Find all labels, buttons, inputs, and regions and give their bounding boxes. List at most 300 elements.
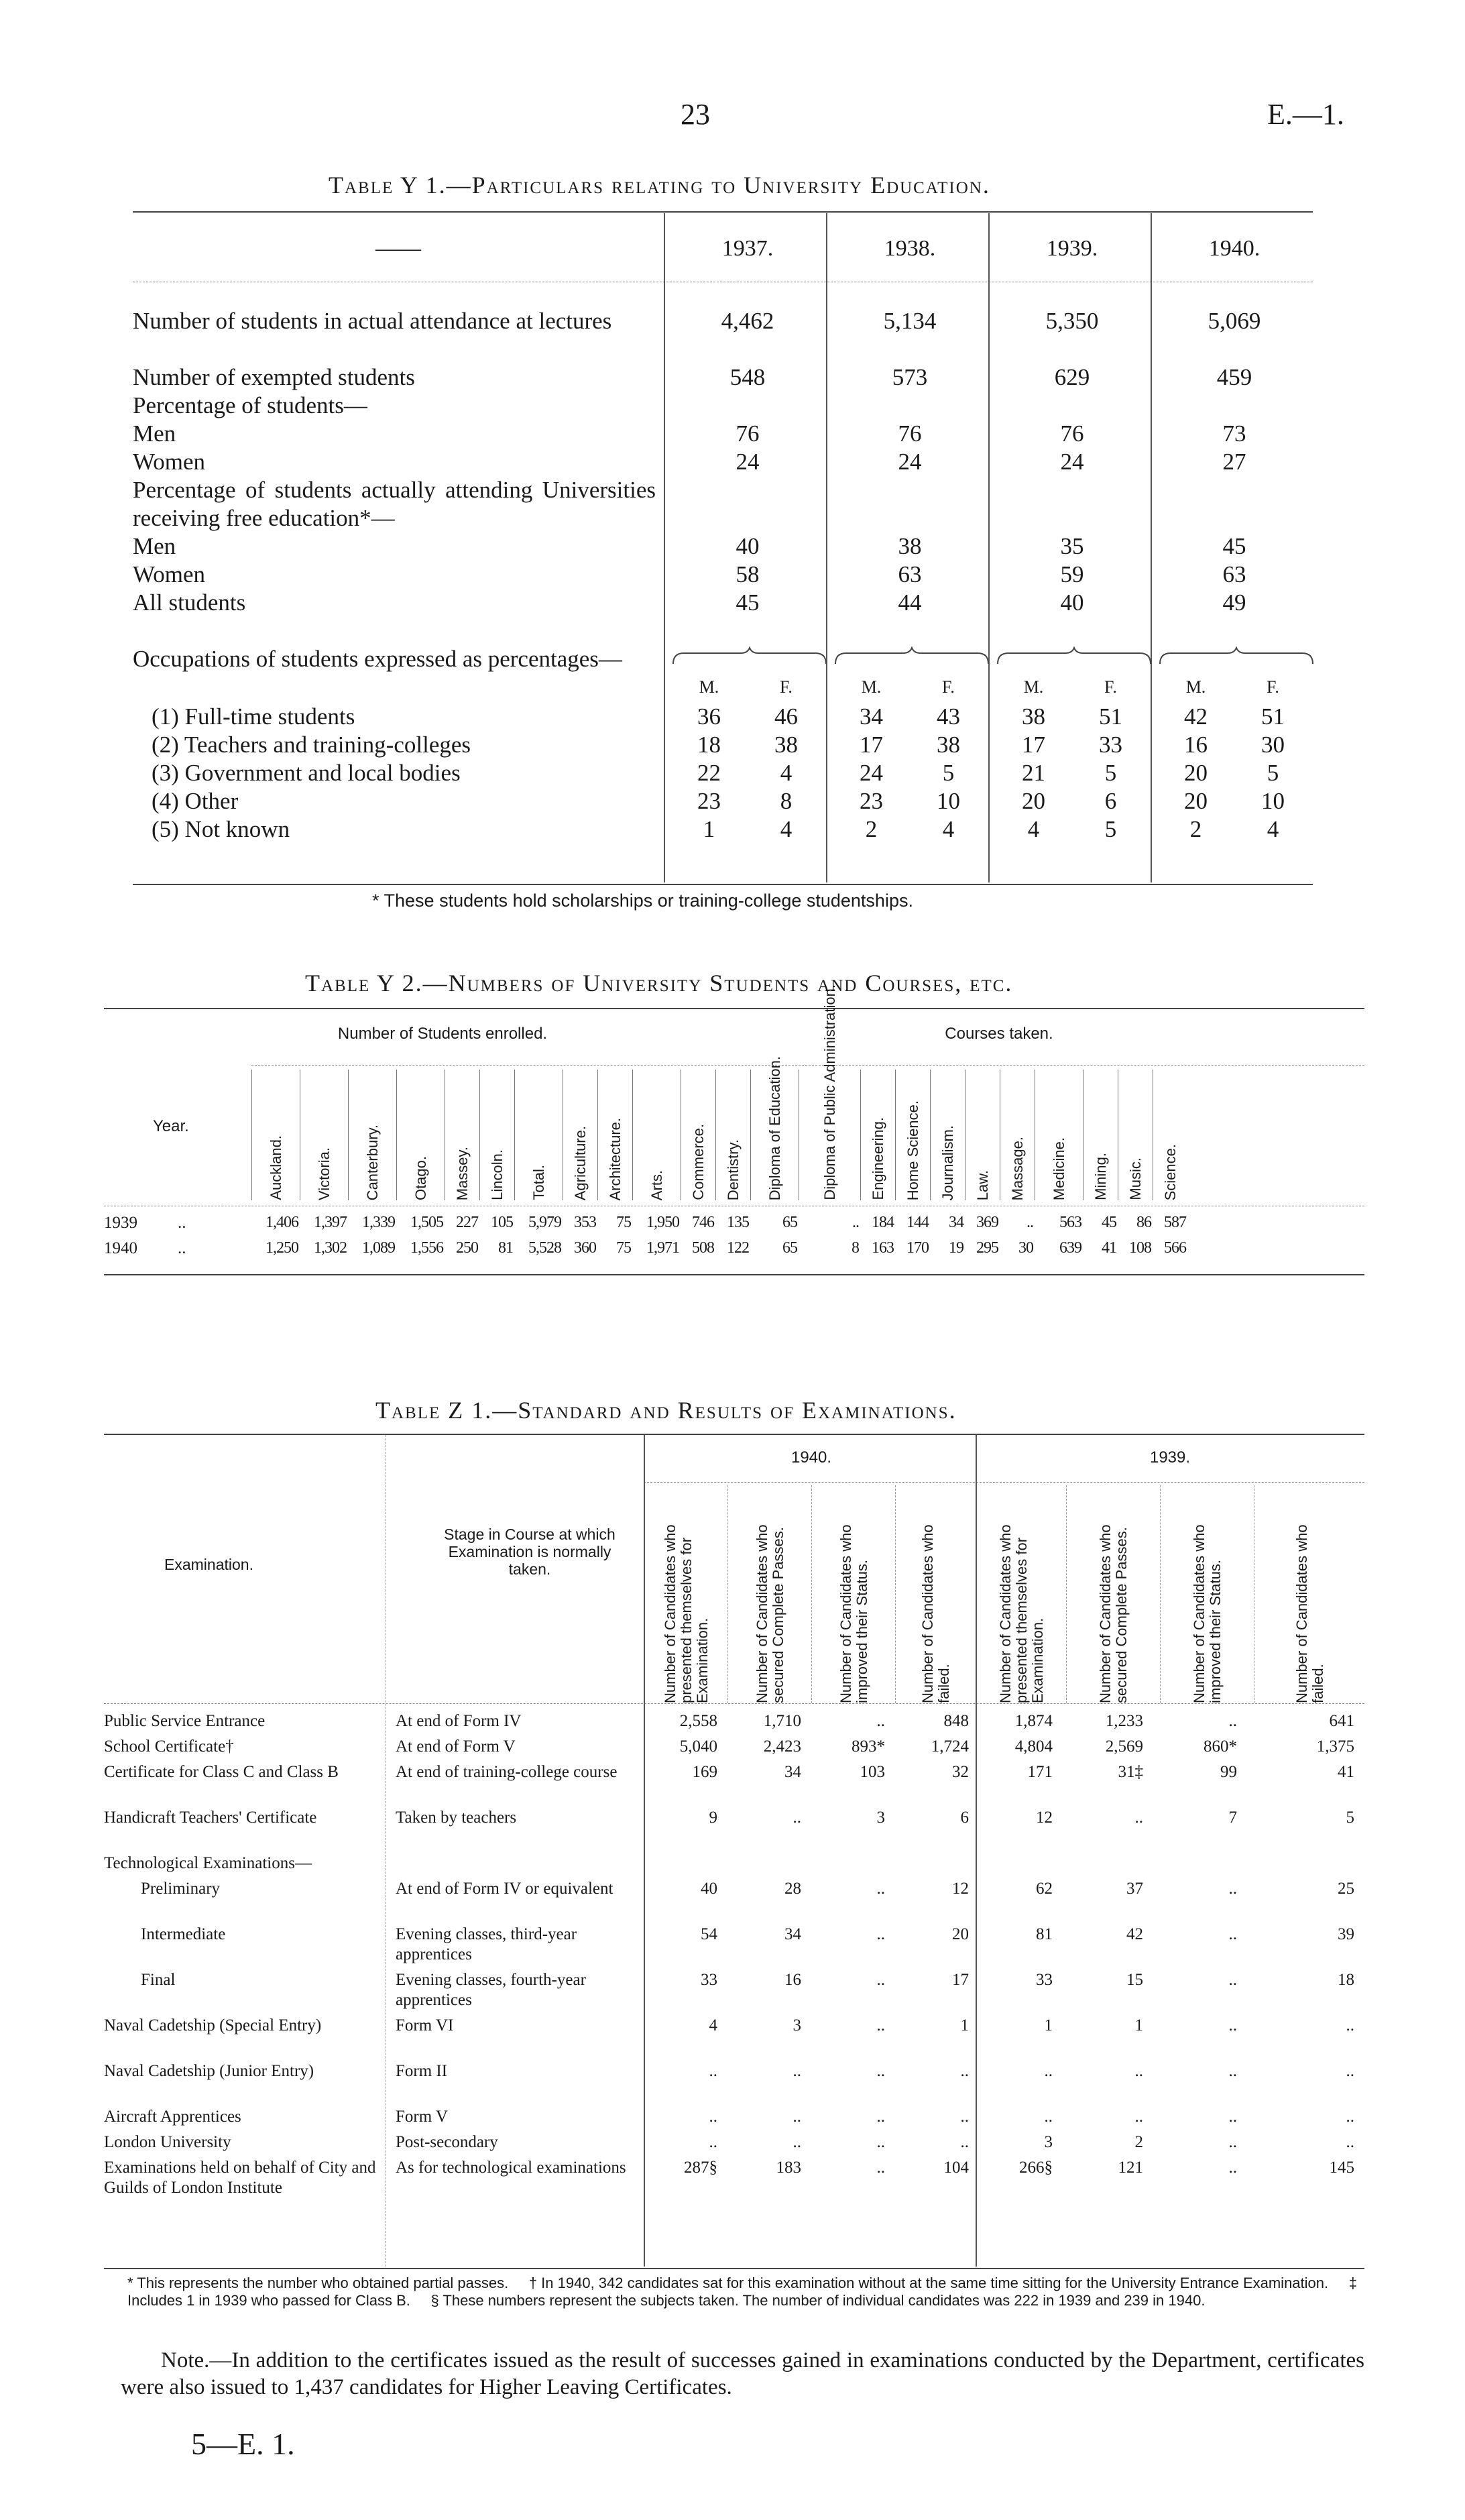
column-header [1153, 1070, 1188, 1200]
column-header [965, 1070, 1000, 1200]
cell: 18 [1338, 1971, 1354, 1989]
occupations-rows [133, 703, 1313, 844]
cell: .. [793, 2108, 801, 2126]
column-label: Otago. [412, 1155, 429, 1200]
z1-subheader: Number of Candidates who presented themselves for Examination. [996, 1524, 1046, 1703]
cell: 548 [729, 364, 766, 390]
cell: 20 [1184, 788, 1208, 814]
cell: 62 [1036, 1880, 1053, 1898]
table-row [133, 589, 1313, 645]
exam-stage: At end of Form IV or equivalent [396, 1880, 613, 1898]
column-label: Law. [974, 1169, 991, 1200]
exam-stage: Form V [396, 2108, 449, 2126]
cell: 73 [1222, 420, 1246, 447]
cell: 4 [709, 2016, 717, 2035]
table-row [133, 703, 1313, 731]
cell: 36 [697, 703, 721, 730]
cell: 563 [1059, 1214, 1081, 1231]
cell: 1,950 [646, 1214, 679, 1231]
cell: .. [1228, 1971, 1237, 1989]
cell: 5,040 [679, 1737, 717, 1756]
cell: 5 [1346, 1809, 1354, 1827]
table-y1-body [133, 307, 1313, 701]
cell: 4,804 [1014, 1737, 1053, 1756]
cell: .. [960, 2133, 969, 2151]
cell: 9 [709, 1809, 717, 1827]
cell: .. [876, 1880, 885, 1898]
row-label: Percentage of students— [133, 392, 367, 418]
cell: 30 [1018, 1239, 1033, 1257]
y1-blank-header: —— [375, 236, 421, 261]
y1-year-header-1939: 1939. [1046, 236, 1098, 261]
cell: 639 [1059, 1239, 1081, 1257]
cell: 184 [872, 1214, 894, 1231]
row-label: Number of exempted students [133, 364, 415, 390]
table-y1-footnote: * These students hold scholarships or training-college studentships. [372, 891, 913, 911]
cell: 45 [1102, 1214, 1116, 1231]
row-label: All students [133, 589, 246, 616]
table-row [133, 476, 1313, 532]
cell: .. [960, 2062, 969, 2080]
column-header [1035, 1070, 1083, 1200]
col-f: F. [1104, 677, 1117, 697]
column-label: Home Science. [904, 1100, 921, 1200]
cell: 23 [697, 788, 721, 814]
cell: .. [876, 2133, 885, 2151]
table-row [133, 815, 1313, 844]
row-label: (4) Other [152, 788, 239, 814]
z1-subheader-cell [644, 1485, 728, 1703]
footnote-1: * This represents the number who obtained partial passes. [127, 2275, 509, 2291]
cell: 31‡ [1118, 1763, 1143, 1781]
column-label: Agriculture. [572, 1125, 589, 1200]
column-header [632, 1070, 681, 1200]
cell: .. [876, 2062, 885, 2080]
exam-name: Aircraft Apprentices [104, 2108, 241, 2126]
table-z1-bottom-rule [104, 2268, 1364, 2269]
exam-stage: As for technological examinations [396, 2159, 626, 2177]
cell: 1,302 [314, 1239, 347, 1257]
exam-name: Final [141, 1971, 176, 1989]
row-label: (1) Full-time students [152, 703, 355, 730]
cell: 40 [701, 1880, 717, 1898]
y1-year-header-1937: 1937. [721, 236, 774, 261]
cell: .. [1346, 2016, 1354, 2035]
column-label: Diploma of Education. [766, 1055, 783, 1200]
z1-subheader-cell [1160, 1485, 1254, 1703]
z1-subheader: Number of Candidates who improved their Status. [837, 1524, 870, 1703]
column-header [860, 1070, 896, 1200]
cell: 145 [1329, 2159, 1354, 2177]
cell: 893* [852, 1737, 885, 1756]
cell: .. [1044, 2062, 1053, 2080]
cell: 2,569 [1105, 1737, 1143, 1756]
column-label: Diploma of Public Administration. [821, 984, 838, 1200]
exam-name: Naval Cadetship (Special Entry) [104, 2016, 322, 2035]
cell: 8 [780, 788, 793, 814]
cell: 63 [1222, 561, 1246, 587]
cell: 5 [1104, 760, 1117, 786]
table-z1-subheaders [644, 1485, 1364, 1703]
cell: 5,979 [528, 1214, 561, 1231]
cell: 1,250 [266, 1239, 298, 1257]
col-m: M. [1185, 677, 1206, 697]
z1-subheader: Number of Candidates who secured Complete Passes. [753, 1524, 786, 1703]
cell: 7 [1228, 1809, 1237, 1827]
cell: 20 [952, 1925, 969, 1943]
table-row [133, 532, 1313, 561]
cell: 58 [736, 561, 760, 587]
cell: 44 [898, 589, 922, 616]
cell: .. [709, 2062, 717, 2080]
cell: 99 [1220, 1763, 1237, 1781]
cell: .. [1228, 2016, 1237, 2035]
column-label: Dentistry. [725, 1139, 742, 1200]
cell: 76 [1060, 420, 1084, 447]
table-row [133, 392, 1313, 420]
cell: 42 [1126, 1925, 1143, 1943]
cell: 587 [1164, 1214, 1186, 1231]
cell: 15 [1126, 1971, 1143, 1989]
table-z1-header-rule [104, 1703, 1364, 1704]
cell: 2,558 [679, 1712, 717, 1730]
cell: 1,710 [763, 1712, 801, 1730]
cell: 108 [1129, 1239, 1151, 1257]
cell: 38 [774, 732, 798, 758]
cell: 6 [960, 1809, 969, 1827]
cell: .. [876, 2016, 885, 2035]
exam-stage: Evening classes, third-year apprentices [396, 1925, 577, 1963]
cell: 33 [1036, 1971, 1053, 1989]
table-z1-title: Table Z 1.—Standard and Results of Examinations. [375, 1397, 957, 1424]
cell: 30 [1261, 732, 1285, 758]
cell: 20 [1184, 760, 1208, 786]
cell: 5,528 [528, 1239, 561, 1257]
cell: 1,971 [646, 1239, 679, 1257]
cell: .. [1228, 2133, 1237, 2151]
cell: 40 [736, 533, 760, 559]
cell: .. [1228, 1880, 1237, 1898]
column-header [300, 1070, 349, 1200]
footnote-2: † In 1940, 342 candidates sat for this examination without at the same time sitting for the University Entrance Examination. [528, 2275, 1329, 2291]
exam-stage: Evening classes, fourth-year apprentices [396, 1971, 586, 2009]
cell: 34 [860, 703, 883, 730]
row-label: Men [133, 420, 176, 447]
row-label: (5) Not known [152, 816, 290, 842]
cell: 16 [1184, 732, 1208, 758]
col-f: F. [780, 677, 793, 697]
exam-name: Intermediate [141, 1925, 226, 1943]
cell: 46 [774, 703, 798, 730]
cell: 33 [701, 1971, 717, 1989]
cell: 171 [1027, 1763, 1053, 1781]
cell: 1,724 [931, 1737, 969, 1756]
exam-name: London University [104, 2133, 231, 2151]
row-year: 1939 [104, 1214, 137, 1232]
cell: .. [709, 2133, 717, 2151]
cell: 2 [1134, 2133, 1143, 2151]
exam-name: Handicraft Teachers' Certificate [104, 1809, 317, 1827]
cell: .. [1027, 1214, 1033, 1231]
cell: 2,423 [763, 1737, 801, 1756]
cell: .. [793, 2062, 801, 2080]
cell: 21 [1022, 760, 1045, 786]
z1-subheader-cell [727, 1485, 812, 1703]
cell: 5 [1104, 816, 1117, 842]
cell: 24 [860, 760, 883, 786]
cell: 3 [876, 1809, 885, 1827]
table-y2-top-rule [104, 1008, 1364, 1009]
column-header [348, 1070, 397, 1200]
cell: 860* [1204, 1737, 1237, 1756]
column-label: Architecture. [607, 1117, 624, 1200]
cell: .. [1228, 1925, 1237, 1943]
cell: 24 [736, 449, 760, 475]
cell: 63 [898, 561, 922, 587]
stage-header: Stage in Course at which Examination is normally taken. [444, 1526, 616, 1578]
column-header [514, 1070, 563, 1200]
cell: 1,556 [410, 1239, 443, 1257]
cell: 51 [1099, 703, 1122, 730]
column-header [681, 1070, 716, 1200]
cell: 32 [952, 1763, 969, 1781]
column-header [930, 1070, 965, 1200]
cell: 295 [976, 1239, 998, 1257]
cell: 508 [692, 1239, 714, 1257]
cell: 135 [727, 1214, 749, 1231]
cell: 5,069 [1208, 308, 1261, 334]
cell: 38 [1022, 703, 1045, 730]
cell: 4 [780, 816, 793, 842]
z1-subheader-cell [976, 1485, 1067, 1703]
cell: 20 [1022, 788, 1045, 814]
z1-subheader-cell [1066, 1485, 1161, 1703]
cell: 250 [456, 1239, 478, 1257]
exam-name: Technological Examinations— [104, 1854, 312, 1872]
cell: .. [876, 1971, 885, 1989]
cell: 144 [906, 1214, 929, 1231]
y1-year-header-1940: 1940. [1208, 236, 1261, 261]
cell: 23 [860, 788, 883, 814]
cell: 573 [892, 364, 928, 390]
cell: 12 [1036, 1809, 1053, 1827]
col-f: F. [1267, 677, 1279, 697]
column-label: Science. [1162, 1143, 1179, 1200]
table-row [133, 363, 1313, 392]
column-header [1000, 1070, 1035, 1200]
cell: 287§ [684, 2159, 717, 2177]
footnote-4: § These numbers represent the subjects taken. The number of individual candidates was 222 in 1939 and 239 in 1940. [430, 2292, 1206, 2309]
cell: 19 [949, 1239, 963, 1257]
cell: 353 [574, 1214, 596, 1231]
table-row [133, 645, 1313, 701]
cell: 10 [1261, 788, 1285, 814]
cell: .. [876, 2159, 885, 2177]
cell: .. [876, 1712, 885, 1730]
cell: .. [1228, 2159, 1237, 2177]
exam-name: School Certificate† [104, 1737, 234, 1756]
cell: .. [876, 2108, 885, 2126]
column-header [895, 1070, 931, 1200]
table-row [133, 731, 1313, 759]
page-number: 23 [681, 98, 710, 131]
table-y1-bottom-rule [133, 884, 1313, 885]
row-label: Number of students in actual attendance at lectures [133, 308, 612, 334]
row-label: Men [133, 533, 176, 559]
cell: 45 [736, 589, 760, 616]
cell: 81 [498, 1239, 513, 1257]
year-group-1940: 1940. [790, 1448, 832, 1467]
cell: 35 [1060, 533, 1084, 559]
cell: 24 [1060, 449, 1084, 475]
leader-dots: .. [178, 1214, 186, 1232]
table-y2-bottom-rule [104, 1274, 1364, 1275]
exam-stage: At end of training-college course [396, 1763, 618, 1781]
leader-dots: .. [178, 1239, 186, 1257]
cell: 641 [1329, 1712, 1354, 1730]
cell: 4 [1267, 816, 1279, 842]
table-y2-group-rule [251, 1065, 1364, 1066]
exam-name: Naval Cadetship (Junior Entry) [104, 2062, 314, 2080]
table-y1-title: Table Y 1.—Particulars relating to University Education. [329, 172, 990, 198]
cell: 1 [1134, 2016, 1143, 2035]
cell: .. [1228, 2062, 1237, 2080]
cell: 566 [1164, 1239, 1186, 1257]
cell: 266§ [1019, 2159, 1053, 2177]
note-paragraph: Note.—In addition to the certificates issued as the result of successes gained in examinations conducted by the Department, certificates were also issued to 1,437 candidates for Higher Leaving Certificates. [121, 2348, 1364, 2399]
column-label: Canterbury. [364, 1124, 381, 1200]
cell: 1,505 [410, 1214, 443, 1231]
cell: .. [1228, 1712, 1237, 1730]
cell: 39 [1338, 1925, 1354, 1943]
column-header [563, 1070, 598, 1200]
cell: .. [1134, 2062, 1143, 2080]
cell: 34 [784, 1925, 801, 1943]
column-header [1083, 1070, 1118, 1200]
cell: 10 [937, 788, 960, 814]
mf-brace-group [670, 646, 1314, 667]
cell: 76 [736, 420, 760, 447]
row-label: Women [133, 449, 205, 475]
cell: 54 [701, 1925, 717, 1943]
cell: 5 [942, 760, 955, 786]
cell: 43 [937, 703, 960, 730]
cell: 1,233 [1105, 1712, 1143, 1730]
table-row [133, 448, 1313, 476]
cell: 38 [898, 533, 922, 559]
column-header [597, 1070, 633, 1200]
column-header [750, 1055, 799, 1200]
cell: 49 [1222, 589, 1246, 616]
cell: .. [1228, 2108, 1237, 2126]
exam-name: Public Service Entrance [104, 1712, 266, 1730]
row-label: (3) Government and local bodies [152, 760, 461, 786]
z1-footnotes [127, 2275, 1364, 2309]
exam-stage: Post-secondary [396, 2133, 498, 2151]
cell: 8 [852, 1239, 859, 1257]
courses-taken-group: Courses taken. [945, 1025, 1053, 1043]
column-label: Engineering. [870, 1117, 886, 1200]
cell: 369 [976, 1214, 998, 1231]
column-label: Commerce. [690, 1124, 707, 1200]
cell: 5,134 [883, 308, 937, 334]
z1-divider [976, 1435, 977, 2267]
column-label: Journalism. [939, 1125, 956, 1200]
cell: 103 [860, 1763, 885, 1781]
column-label: Auckland. [268, 1135, 284, 1200]
page-reference: E.—1. [1267, 98, 1344, 131]
cell: 121 [1118, 2159, 1143, 2177]
exam-name: Certificate for Class C and Class B [104, 1763, 339, 1781]
col-m: M. [1023, 677, 1044, 697]
col-m: M. [861, 677, 882, 697]
exam-stage: At end of Form IV [396, 1712, 522, 1730]
column-label: Victoria. [316, 1147, 333, 1200]
table-z1-body [104, 1711, 1364, 2268]
cell: .. [1044, 2108, 1053, 2126]
cell: 1 [960, 2016, 969, 2035]
cell: 40 [1060, 589, 1084, 616]
cell: 27 [1222, 449, 1246, 475]
column-header [715, 1070, 751, 1200]
cell: 848 [943, 1712, 969, 1730]
z1-subheader: Number of Candidates who presented themselves for Examination. [661, 1524, 711, 1703]
column-label: Lincoln. [489, 1149, 506, 1200]
z1-subheader: Number of Candidates who improved their Status. [1191, 1524, 1224, 1703]
exam-stage: Form II [396, 2062, 448, 2080]
table-row [133, 307, 1313, 363]
cell: 1,406 [266, 1214, 298, 1231]
cell: 33 [1099, 732, 1122, 758]
z1-subheader-cell [811, 1485, 896, 1703]
table-row [133, 787, 1313, 815]
cell: 17 [1022, 732, 1045, 758]
cell: .. [1346, 2133, 1354, 2151]
cell: 45 [1222, 533, 1246, 559]
cell: 360 [574, 1239, 596, 1257]
row-year: 1940 [104, 1239, 137, 1257]
column-header [396, 1070, 445, 1200]
cell: 65 [782, 1239, 797, 1257]
column-header [799, 984, 861, 1200]
cell: 75 [616, 1214, 631, 1231]
z1-subheader-cell [1254, 1485, 1365, 1703]
cell: .. [793, 1809, 801, 1827]
cell: 2 [865, 816, 878, 842]
cell: 3 [1044, 2133, 1053, 2151]
cell: 16 [784, 1971, 801, 1989]
cell: 38 [937, 732, 960, 758]
year-header: Year. [153, 1117, 189, 1135]
cell: 1,375 [1316, 1737, 1354, 1756]
z1-subheader: Number of Candidates who failed. [919, 1524, 952, 1703]
cell: 227 [456, 1214, 478, 1231]
column-label: Massage. [1009, 1136, 1026, 1200]
cell: 76 [898, 420, 922, 447]
row-label: Percentage of students actually attending Universities receiving free education*— [133, 477, 656, 531]
cell: .. [852, 1214, 859, 1231]
y1-year-header-1938: 1938. [884, 236, 936, 261]
cell: 4 [780, 760, 793, 786]
cell: 86 [1136, 1214, 1151, 1231]
column-label: Medicine. [1051, 1137, 1067, 1200]
cell: .. [1346, 2062, 1354, 2080]
cell: 2 [1189, 816, 1202, 842]
cell: .. [960, 2108, 969, 2126]
cell: 65 [782, 1214, 797, 1231]
cell: 28 [784, 1880, 801, 1898]
cell: 59 [1060, 561, 1084, 587]
